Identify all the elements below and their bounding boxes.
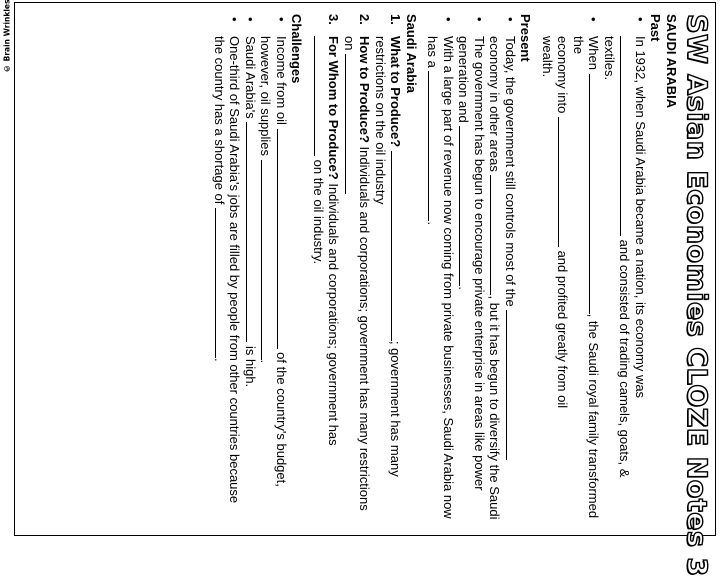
blank-field[interactable] — [559, 117, 571, 247]
blank-field[interactable] — [262, 160, 274, 360]
challenges-item-1-text-2: of the country's budget, — [274, 352, 289, 487]
copyright-notice: © Brain Wrinkles — [2, 0, 12, 74]
question-3-label: For Whom to Produce? — [326, 36, 342, 180]
past-item-1-text-2: and consisted of trading camels, goats, & — [617, 239, 633, 478]
question-3 — [311, 14, 342, 524]
challenges-item-1 — [258, 14, 289, 524]
challenges-heading: Challenges — [289, 14, 305, 84]
question-2-text: Individuals and corporations; government has many restrictions on — [342, 36, 373, 511]
blank-field[interactable] — [246, 122, 258, 342]
past-item-1-text-3: textiles. — [602, 36, 617, 81]
present-item-3-end: . — [425, 221, 441, 226]
question-1-number: 1. — [388, 14, 404, 25]
present-item-3 — [425, 14, 456, 524]
challenges-item-2-text-2: is high. — [243, 345, 258, 388]
country-heading: SAUDI ARABIA — [664, 14, 679, 109]
question-3-number: 3. — [326, 14, 342, 25]
blank-field[interactable] — [460, 126, 472, 286]
past-item-2-text-5: wealth. — [540, 36, 555, 78]
blank-field[interactable] — [491, 175, 503, 295]
past-item-1-text: In 1932, when Saudi Arabia became a nation, its economy was — [633, 36, 648, 399]
economic-questions-list — [311, 14, 404, 524]
present-item-2-text: The government has begun to encourage private enterprise in areas like power generation and — [456, 36, 487, 491]
challenges-item-3-end: . — [212, 358, 227, 362]
question-2 — [342, 14, 373, 524]
blank-field[interactable] — [277, 129, 289, 349]
challenges-item-1-end: . — [258, 359, 274, 364]
page-title: SW Asian Economies CLOZE Notes 3 — [681, 14, 712, 577]
challenges-item-1-text-3: however, oil supplies — [258, 36, 274, 156]
blank-field[interactable] — [590, 74, 602, 314]
present-list — [425, 14, 518, 524]
challenges-item-1-text: Income from oil — [274, 36, 289, 125]
present-item-1-text-3: , but it has begun to diversify the Saudi — [487, 295, 503, 520]
past-item-2-text-4: and profited greatly from oil — [555, 250, 571, 409]
past-item-2 — [540, 14, 602, 524]
blank-field[interactable] — [429, 71, 441, 221]
notes-content — [212, 14, 680, 524]
present-item-2-end: . — [456, 286, 472, 290]
question-2-label: How to Produce? — [357, 36, 373, 143]
rotated-page — [14, 4, 714, 577]
blank-field[interactable] — [314, 36, 326, 156]
challenges-item-3 — [212, 14, 243, 524]
past-heading: Past — [648, 14, 664, 42]
present-heading: Present — [518, 14, 534, 62]
question-3-text: Individuals and corporations; government has — [326, 183, 342, 446]
past-item-2-text-3: economy into — [555, 36, 571, 114]
past-list — [540, 14, 649, 524]
blank-field[interactable] — [621, 36, 633, 236]
challenges-list — [212, 14, 290, 524]
past-item-2-text-2: , the Saudi royal family transformed the — [571, 36, 602, 519]
question-2-number: 2. — [357, 14, 373, 25]
past-item-2-text: When — [586, 36, 602, 70]
blank-field[interactable] — [506, 310, 518, 460]
blank-field[interactable] — [392, 151, 404, 341]
question-1-label: What to Produce? — [388, 36, 404, 148]
blank-field[interactable] — [215, 208, 227, 358]
present-item-1-text-2: economy in other areas — [487, 36, 503, 172]
economic-questions-heading: Saudi Arabia — [404, 14, 419, 93]
present-item-1 — [487, 14, 518, 524]
question-1 — [373, 14, 404, 524]
challenges-item-3-text: One-third of Saudi Arabia's jobs are filled by people from other countries because the country has a shortage of — [212, 36, 243, 504]
challenges-item-2 — [243, 14, 259, 524]
challenges-item-2-text: Saudi Arabia's — [243, 36, 258, 119]
present-item-2 — [456, 14, 487, 524]
present-item-3-text: With a large part of revenue now coming from private businesses, Saudi Arabia now has a — [425, 36, 456, 519]
present-item-1-text: Today, the government still controls most of the — [503, 36, 518, 307]
question-3-text-end: on the oil industry. — [311, 159, 326, 265]
blank-field[interactable] — [345, 54, 357, 194]
question-1-text: ; government has many restrictions on the oil industry — [373, 36, 404, 477]
past-item-1 — [602, 14, 649, 524]
